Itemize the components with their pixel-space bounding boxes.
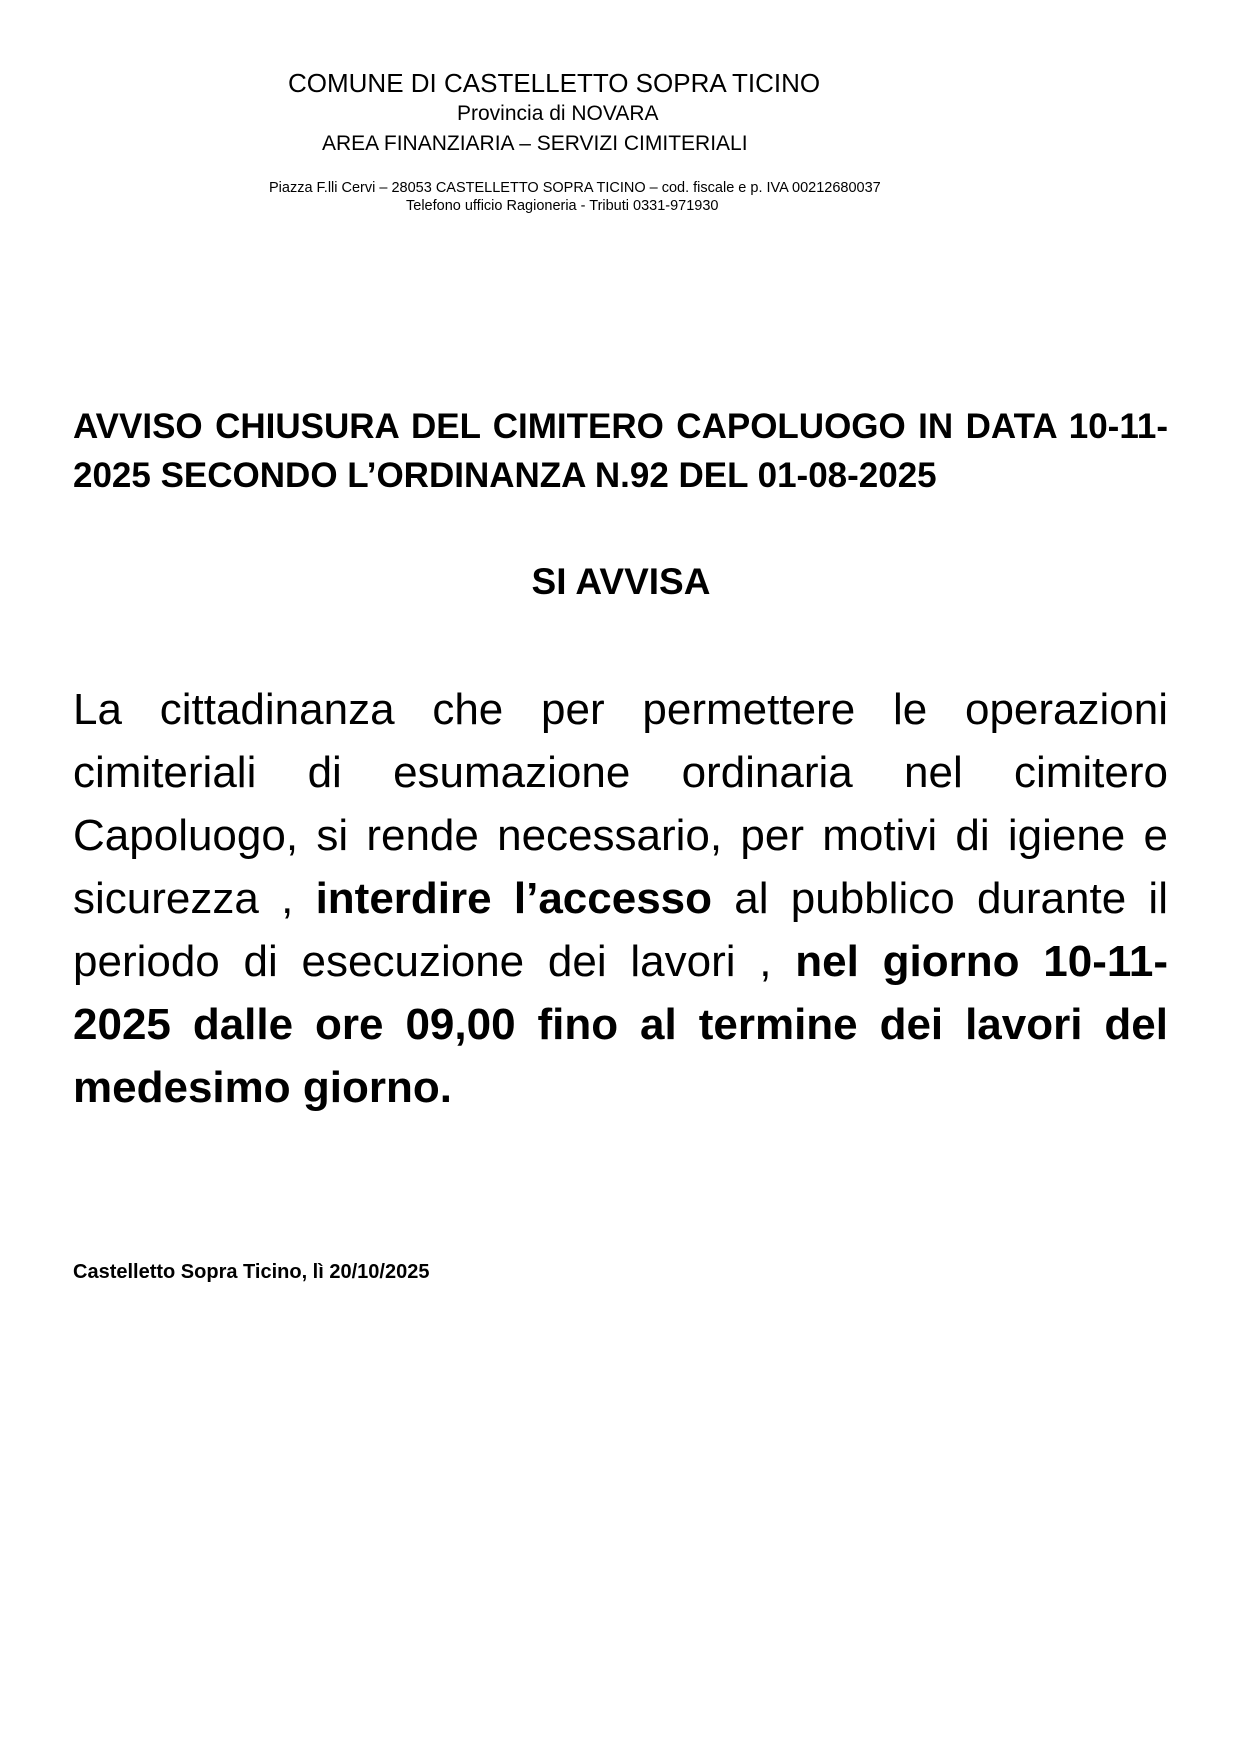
notice-title: AVVISO CHIUSURA DEL CIMITERO CAPOLUOGO IN DATA 10-11-2025 SECONDO L’ORDINANZA N.92 DEL 01-08-2025 xyxy=(73,407,1168,495)
province-name: Provincia di NOVARA xyxy=(457,102,659,125)
body-text-part-2: al pubblico durante il periodo di esecuzione dei lavori , xyxy=(73,874,1168,986)
body-bold-date-time: nel giorno 10-11-2025 dalle ore 09,00 fino al termine dei lavori del medesimo giorno. xyxy=(73,937,1169,1112)
notice-heading-text: SI AVVISA xyxy=(531,561,711,602)
body-bold-access-ban: interdire l’accesso xyxy=(315,874,713,923)
body-text-part-1: La cittadinanza che per permettere le operazioni cimiteriali di esumazione ordinaria nel cimitero Capoluogo, si rende necessario, per motivi di igiene e sicurezza , xyxy=(73,685,1168,923)
office-phone: Telefono ufficio Ragioneria - Tributi 0331-971930 xyxy=(406,198,719,214)
office-address: Piazza F.lli Cervi – 28053 CASTELLETTO SOPRA TICINO – cod. fiscale e p. IVA 00212680037 xyxy=(269,180,881,196)
municipality-name: COMUNE DI CASTELLETTO SOPRA TICINO xyxy=(288,68,821,98)
place-and-date: Castelletto Sopra Ticino, lì 20/10/2025 xyxy=(73,1261,430,1283)
notice-body xyxy=(73,678,1168,1119)
notice-heading xyxy=(0,563,1240,600)
department-name: AREA FINANZIARIA – SERVIZI CIMITERIALI xyxy=(322,132,748,155)
